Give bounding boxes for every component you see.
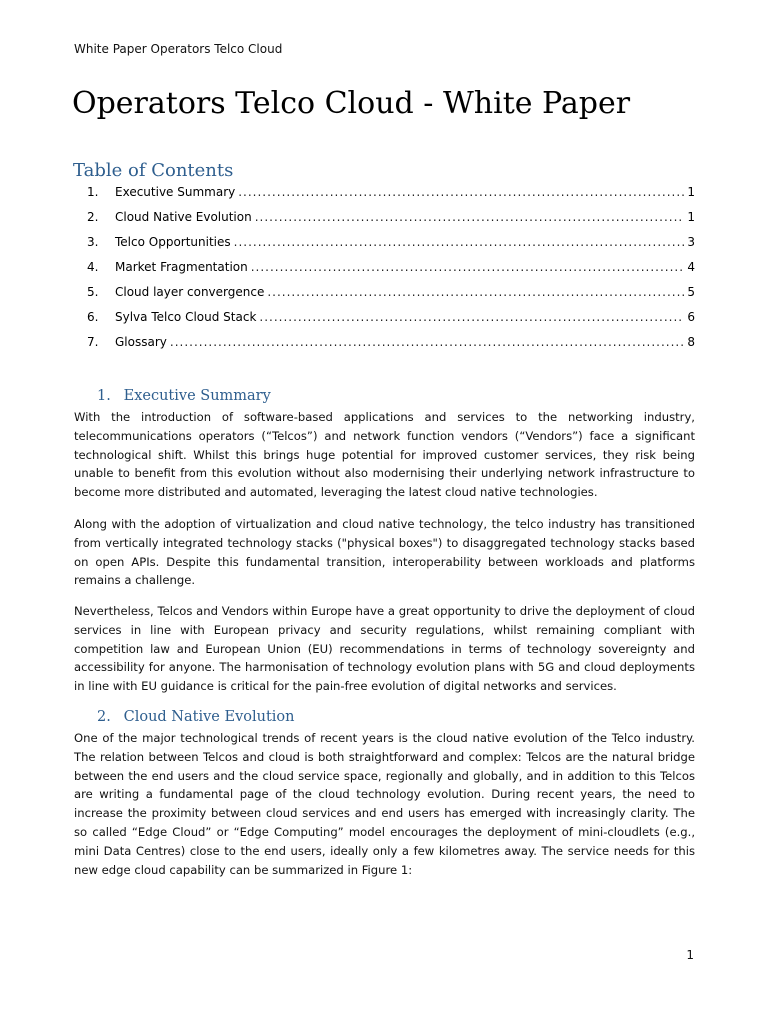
toc-entry-glossary[interactable]: [87, 332, 695, 357]
section-title: Executive Summary: [123, 388, 271, 404]
table-of-contents: [87, 182, 695, 357]
section-heading-cloud-native-evolution: [97, 709, 295, 725]
page-number: 1: [686, 948, 694, 962]
toc-entry-telco-opportunities[interactable]: [87, 232, 695, 257]
toc-entry-page: 1: [687, 210, 695, 224]
toc-entry-number: 3.: [87, 235, 99, 249]
toc-dot-leader: [251, 257, 685, 277]
toc-entry-page: 8: [687, 335, 695, 349]
toc-dot-leader: [255, 207, 685, 227]
paragraph: With the introduction of software-based applications and services to the networking industry, telecommunications operators (“Telcos”) and network function vendors (“Vendors”) face a significant technological shift. Whilst this brings huge potential for improved customer services, they risk being unable to benefit from this evolution without also modernising their underlying network infrastructure to become more distributed and automated, leveraging the latest cloud native technologies.: [74, 410, 695, 500]
paragraph: One of the major technological trends of recent years is the cloud native evolution of the Telco industry. The relation between Telcos and cloud is both straightforward and complex: Telcos are the natural bridge between the end users and the cloud service space, regionally and globally, and in addition to this Telcos are writing a fundamental page of the cloud technology evolution. During recent years, the need to increase the proximity between cloud services and end users has emerged with increasingly clarity. The so called “Edge Cloud” or “Edge Computing” model encourages the deployment of mini-cloudlets (e.g., mini Data Centres) close to the end users, ideally only a few kilometres away. The service needs for this new edge cloud capability can be summarized in Figure 1:: [74, 731, 695, 877]
toc-entry-label: Cloud layer convergence: [115, 285, 265, 299]
toc-entry-executive-summary[interactable]: [87, 182, 695, 207]
toc-entry-label: Market Fragmentation: [115, 260, 248, 274]
paragraph: Along with the adoption of virtualization and cloud native technology, the telco industry has transitioned from vertically integrated technology stacks ("physical boxes") to disaggregated technology stacks based on open APIs. Despite this fundamental transition, interoperability between workloads and platforms remains a challenge.: [74, 517, 695, 588]
section-heading-executive-summary: [97, 388, 271, 404]
toc-entry-number: 1.: [87, 185, 99, 199]
toc-entry-label: Sylva Telco Cloud Stack: [115, 310, 257, 324]
toc-dot-leader: [259, 307, 684, 327]
toc-entry-number: 5.: [87, 285, 99, 299]
toc-dot-leader: [267, 282, 684, 302]
document-title: Operators Telco Cloud - White Paper: [72, 86, 631, 121]
toc-heading: Table of Contents: [73, 160, 234, 181]
toc-entry-cloud-layer-convergence[interactable]: [87, 282, 695, 307]
toc-entry-sylva-telco-cloud-stack[interactable]: [87, 307, 695, 332]
paragraph: Nevertheless, Telcos and Vendors within Europe have a great opportunity to drive the deployment of cloud services in line with European privacy and security regulations, whilst remaining compliant with competition law and European Union (EU) recommendations in terms of technology sovereignty and accessibility for anyone. The harmonisation of technology evolution plans with 5G and cloud deployments in line with EU guidance is critical for the pain-free evolution of digital networks and services.: [74, 604, 695, 694]
toc-entry-page: 1: [687, 185, 695, 199]
toc-entry-page: 5: [687, 285, 695, 299]
toc-entry-page: 6: [687, 310, 695, 324]
toc-entry-number: 4.: [87, 260, 99, 274]
toc-entry-number: 6.: [87, 310, 99, 324]
toc-entry-number: 7.: [87, 335, 99, 349]
toc-entry-label: Telco Opportunities: [115, 235, 231, 249]
toc-entry-page: 3: [687, 235, 695, 249]
toc-entry-cloud-native-evolution[interactable]: [87, 207, 695, 232]
toc-entry-label: Executive Summary: [115, 185, 236, 199]
section-number: 1.: [97, 388, 111, 404]
toc-entry-market-fragmentation[interactable]: [87, 257, 695, 282]
toc-entry-label: Glossary: [115, 335, 167, 349]
toc-entry-page: 4: [687, 260, 695, 274]
running-header: White Paper Operators Telco Cloud: [74, 42, 283, 56]
toc-dot-leader: [238, 182, 684, 202]
section-number: 2.: [97, 709, 111, 725]
toc-dot-leader: [170, 332, 684, 352]
toc-dot-leader: [234, 232, 685, 252]
section-title: Cloud Native Evolution: [123, 709, 295, 725]
toc-entry-number: 2.: [87, 210, 99, 224]
toc-entry-label: Cloud Native Evolution: [115, 210, 252, 224]
